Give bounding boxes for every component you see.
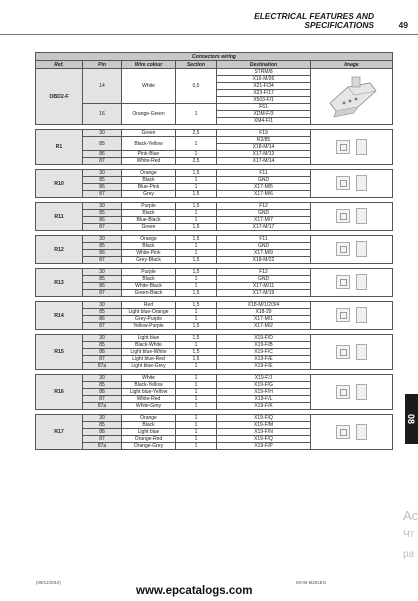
section-cell: 1,5: [176, 170, 217, 177]
wire-colour-cell: Grey-Purple: [122, 316, 176, 323]
wire-colour-cell: Orange-Red: [122, 436, 176, 443]
wire-colour-cell: Black: [122, 276, 176, 283]
table-caption-row: [36, 53, 393, 61]
destination-cell: X19-F/P: [217, 443, 311, 450]
pin-cell: 86: [83, 389, 122, 396]
pin-cell: 87a: [83, 443, 122, 450]
section-cell: 1: [176, 177, 217, 184]
destination-cell: X503-F/1: [217, 97, 311, 104]
pin-cell: 87a: [83, 403, 122, 410]
column-header: Image: [311, 61, 393, 69]
section-cell: 1: [176, 250, 217, 257]
pin-cell: 87: [83, 323, 122, 330]
pin-cell: 85: [83, 309, 122, 316]
connectors-wiring-table: [35, 52, 393, 450]
obd-connector-icon: [324, 73, 380, 119]
destination-cell: X18-M/1/2/3/4: [217, 302, 311, 309]
header-title-line1: ELECTRICAL FEATURES AND: [254, 11, 374, 21]
watermark-text: ра: [403, 549, 415, 560]
wire-colour-cell: Light blue-Yellow: [122, 389, 176, 396]
relay-icon: [336, 307, 367, 323]
section-cell: 1: [176, 210, 217, 217]
wire-colour-cell: White: [122, 375, 176, 382]
section-cell: 0,5: [176, 69, 217, 104]
section-cell: 1: [176, 276, 217, 283]
destination-cell: F12: [217, 203, 311, 210]
wire-colour-cell: Light blue: [122, 335, 176, 342]
destination-cell: X17-M/14: [217, 158, 311, 165]
section-cell: 1: [176, 137, 217, 151]
pin-cell: 87: [83, 356, 122, 363]
pin-cell: 85: [83, 210, 122, 217]
wire-colour-cell: Black: [122, 243, 176, 250]
footer-url[interactable]: www.epcatalogs.com: [136, 585, 253, 597]
wire-colour-cell: Black-Yellow: [122, 382, 176, 389]
ref-cell: R11: [36, 203, 83, 231]
header-title-line2: SPECIFICATIONS: [304, 20, 374, 30]
wire-colour-cell: Yellow-Purple: [122, 323, 176, 330]
destination-cell: F19: [217, 130, 311, 137]
pin-cell: 30: [83, 170, 122, 177]
pin-cell: 87: [83, 396, 122, 403]
pin-cell: 85: [83, 422, 122, 429]
table-row: [36, 130, 393, 137]
section-cell: 1: [176, 422, 217, 429]
wire-colour-cell: Black-Yellow: [122, 137, 176, 151]
destination-cell: X19-F/C: [217, 349, 311, 356]
relay-icon: [336, 424, 367, 440]
destination-cell: F11: [217, 236, 311, 243]
image-cell: [311, 302, 393, 330]
destination-cell: GND: [217, 243, 311, 250]
pin-cell: 85: [83, 382, 122, 389]
ref-cell: R10: [36, 170, 83, 198]
wire-colour-cell: Light blue: [122, 429, 176, 436]
column-header: Destination: [217, 61, 311, 69]
image-cell: [311, 203, 393, 231]
wire-colour-cell: Green: [122, 130, 176, 137]
relay-icon: [336, 208, 367, 224]
footer-date: (09/12/2019): [36, 580, 61, 585]
table-row: [36, 302, 393, 309]
pin-cell: 86: [83, 283, 122, 290]
wire-colour-cell: Orange: [122, 415, 176, 422]
destination-cell: X19-F/Q: [217, 415, 311, 422]
destination-cell: R2/85: [217, 137, 311, 144]
pin-cell: 85: [83, 177, 122, 184]
destination-cell: X18-M/14: [217, 144, 311, 151]
section-cell: 1,5: [176, 224, 217, 231]
image-cell: [311, 375, 393, 410]
ref-cell: R16: [36, 375, 83, 410]
wire-colour-cell: Black: [122, 177, 176, 184]
pin-cell: 87: [83, 191, 122, 198]
section-cell: 1: [176, 403, 217, 410]
destination-cell: GND: [217, 210, 311, 217]
pin-cell: 87: [83, 257, 122, 264]
destination-cell: X19-F/J: [217, 375, 311, 382]
destination-cell: F61: [217, 104, 311, 111]
relay-icon: [336, 274, 367, 290]
destination-cell: X19-F/E: [217, 356, 311, 363]
section-cell: 1: [176, 309, 217, 316]
ref-cell: R14: [36, 302, 83, 330]
destination-cell: X19-F/H: [217, 389, 311, 396]
table-row: [36, 269, 393, 276]
destination-cell: X17-M/5: [217, 184, 311, 191]
pin-cell: 86: [83, 217, 122, 224]
pin-cell: 86: [83, 349, 122, 356]
section-cell: 1: [176, 443, 217, 450]
wire-colour-cell: Pink-Blue: [122, 151, 176, 158]
column-header: Section: [176, 61, 217, 69]
pin-cell: 86: [83, 250, 122, 257]
pin-cell: 85: [83, 276, 122, 283]
image-cell: [311, 269, 393, 297]
wire-colour-cell: Black-White: [122, 342, 176, 349]
wire-colour-cell: Black: [122, 422, 176, 429]
destination-cell: X19-F/K: [217, 403, 311, 410]
section-cell: 1: [176, 217, 217, 224]
destination-cell: F12: [217, 269, 311, 276]
wire-colour-cell: White: [122, 69, 176, 104]
pin-cell: 30: [83, 302, 122, 309]
wire-colour-cell: Orange-Green: [122, 104, 176, 125]
table-row: [36, 335, 393, 342]
destination-cell: F11: [217, 170, 311, 177]
section-cell: 1,5: [176, 302, 217, 309]
pin-cell: 86: [83, 151, 122, 158]
section-cell: 1,5: [176, 191, 217, 198]
wire-colour-cell: Purple: [122, 203, 176, 210]
destination-cell: X17-M/11: [217, 283, 311, 290]
relay-icon: [336, 139, 367, 155]
table-row: [36, 170, 393, 177]
ref-cell: OBD2-F: [36, 69, 83, 125]
image-cell: [311, 170, 393, 198]
section-cell: 1: [176, 436, 217, 443]
destination-cell: X19-F/L: [217, 396, 311, 403]
footer-code: 00-00-M201EN: [296, 580, 326, 585]
image-cell: [311, 236, 393, 264]
destination-cell: X16-M/26: [217, 76, 311, 83]
wire-colour-cell: Green: [122, 224, 176, 231]
pin-cell: 85: [83, 342, 122, 349]
section-cell: 1,5: [176, 269, 217, 276]
section-cell: 1: [176, 382, 217, 389]
wire-colour-cell: Orange: [122, 236, 176, 243]
image-cell: [311, 69, 393, 125]
destination-cell: X17-M/13: [217, 151, 311, 158]
pin-cell: 86: [83, 316, 122, 323]
destination-cell: X17-M/17: [217, 224, 311, 231]
header-rule: [0, 34, 418, 35]
destination-cell: STRM/8: [217, 69, 311, 76]
section-cell: 1: [176, 243, 217, 250]
destination-cell: X17-M/6: [217, 191, 311, 198]
section-cell: 1,5: [176, 257, 217, 264]
section-cell: 2,5: [176, 130, 217, 137]
destination-cell: GND: [217, 276, 311, 283]
pin-cell: 86: [83, 184, 122, 191]
ref-cell: R1: [36, 130, 83, 165]
pin-cell: 30: [83, 130, 122, 137]
destination-cell: X19-F/M: [217, 422, 311, 429]
relay-icon: [336, 384, 367, 400]
wire-colour-cell: Orange-Grey: [122, 443, 176, 450]
wire-colour-cell: Light blue-Orange: [122, 309, 176, 316]
pin-cell: 87: [83, 290, 122, 297]
destination-cell: XM4-F/1: [217, 118, 311, 125]
section-cell: 1,5: [176, 335, 217, 342]
wire-colour-cell: White-Grey: [122, 403, 176, 410]
destination-cell: GND: [217, 177, 311, 184]
wire-colour-cell: Light blue-Red: [122, 356, 176, 363]
pin-cell: 87a: [83, 363, 122, 370]
destination-cell: X17-M/7: [217, 217, 311, 224]
destination-cell: X17-M/1: [217, 316, 311, 323]
section-cell: 1: [176, 283, 217, 290]
table-row: [36, 236, 393, 243]
section-cell: 1: [176, 342, 217, 349]
pin-cell: 86: [83, 429, 122, 436]
page-header: [254, 12, 374, 30]
destination-cell: X21-F/34: [217, 83, 311, 90]
watermark-text: Ac: [403, 508, 418, 523]
wire-colour-cell: Orange: [122, 170, 176, 177]
section-cell: 1,5: [176, 356, 217, 363]
ref-cell: R13: [36, 269, 83, 297]
wire-colour-cell: Green-Black: [122, 290, 176, 297]
image-cell: [311, 130, 393, 165]
wire-colour-cell: White-Red: [122, 158, 176, 165]
wire-colour-cell: Light blue-Grey: [122, 363, 176, 370]
pin-cell: 87: [83, 158, 122, 165]
watermark-text: Чт: [403, 529, 415, 540]
table-caption: Connectors wiring: [36, 53, 393, 61]
section-cell: 1: [176, 184, 217, 191]
pin-cell: 30: [83, 335, 122, 342]
wire-colour-cell: Blue-Pink: [122, 184, 176, 191]
wire-colour-cell: White-Red: [122, 396, 176, 403]
pin-cell: 30: [83, 415, 122, 422]
section-cell: 1: [176, 389, 217, 396]
destination-cell: X19-F/B: [217, 342, 311, 349]
pin-cell: 85: [83, 243, 122, 250]
wire-colour-cell: White-Black: [122, 283, 176, 290]
wire-colour-cell: Black: [122, 210, 176, 217]
column-header: Pin: [83, 61, 122, 69]
pin-cell: 85: [83, 137, 122, 151]
wire-colour-cell: Blue-Black: [122, 217, 176, 224]
wire-colour-cell: Purple: [122, 269, 176, 276]
wire-colour-cell: White-Pink: [122, 250, 176, 257]
relay-icon: [336, 241, 367, 257]
table-header-row: [36, 61, 393, 69]
section-cell: 1: [176, 363, 217, 370]
wire-colour-cell: Grey: [122, 191, 176, 198]
section-cell: 1,5: [176, 236, 217, 243]
section-cell: 1: [176, 396, 217, 403]
destination-cell: X19-F/G: [217, 382, 311, 389]
section-tab: 08: [405, 394, 418, 444]
destination-cell: X17-M/9: [217, 250, 311, 257]
wire-colour-cell: Red: [122, 302, 176, 309]
section-cell: 1,5: [176, 349, 217, 356]
destination-cell: X17-M/19: [217, 290, 311, 297]
destination-cell: X18-29: [217, 309, 311, 316]
column-header: Wire colour: [122, 61, 176, 69]
image-cell: [311, 335, 393, 370]
pin-cell: 87: [83, 224, 122, 231]
column-header: Ref.: [36, 61, 83, 69]
image-cell: [311, 415, 393, 450]
ref-cell: R15: [36, 335, 83, 370]
section-cell: 1,5: [176, 323, 217, 330]
section-cell: 1,5: [176, 290, 217, 297]
pin-cell: 30: [83, 269, 122, 276]
pin-cell: 14: [83, 69, 122, 104]
relay-icon: [336, 344, 367, 360]
destination-cell: X17-M/2: [217, 323, 311, 330]
pin-cell: 87: [83, 436, 122, 443]
table-row: [36, 69, 393, 76]
section-cell: 1: [176, 151, 217, 158]
table-row: [36, 415, 393, 422]
destination-cell: X19-F/E: [217, 363, 311, 370]
destination-cell: X19-F/D: [217, 335, 311, 342]
section-cell: 1: [176, 104, 217, 125]
section-cell: 1: [176, 375, 217, 382]
pin-cell: 30: [83, 236, 122, 243]
pin-cell: 16: [83, 104, 122, 125]
wire-colour-cell: Grey-Black: [122, 257, 176, 264]
page-number: 49: [398, 20, 408, 30]
destination-cell: X19-F/Q: [217, 436, 311, 443]
pin-cell: 30: [83, 375, 122, 382]
pin-cell: 30: [83, 203, 122, 210]
table-row: [36, 375, 393, 382]
ref-cell: R12: [36, 236, 83, 264]
relay-icon: [336, 175, 367, 191]
section-cell: 2,5: [176, 158, 217, 165]
section-cell: 1: [176, 429, 217, 436]
section-cell: 1: [176, 316, 217, 323]
destination-cell: XDM-F/3: [217, 111, 311, 118]
destination-cell: X18-M/22: [217, 257, 311, 264]
ref-cell: R17: [36, 415, 83, 450]
section-cell: 1,5: [176, 203, 217, 210]
wire-colour-cell: Light blue-White: [122, 349, 176, 356]
destination-cell: X23-F/17: [217, 90, 311, 97]
section-cell: 1: [176, 415, 217, 422]
destination-cell: X19-F/N: [217, 429, 311, 436]
table-row: [36, 203, 393, 210]
